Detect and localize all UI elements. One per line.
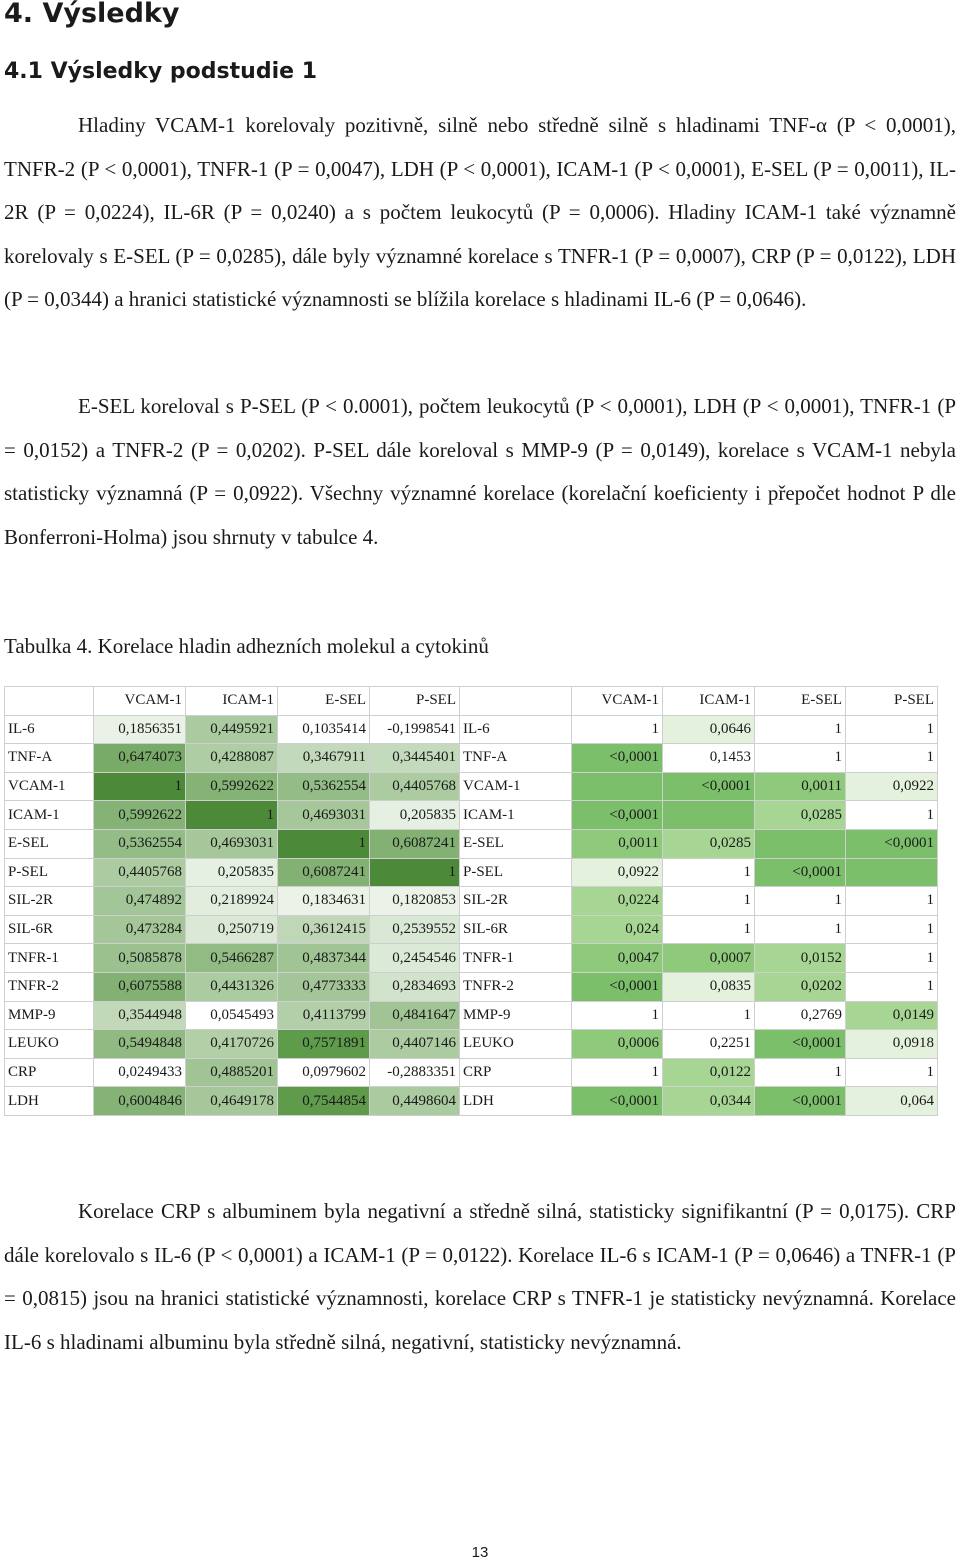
coef-cell: 0,205835 xyxy=(370,801,460,830)
p-value-cell xyxy=(572,772,663,801)
paragraph-2: E-SEL koreloval s P-SEL (P < 0.0001), počtem leukocytů (P < 0,0001), LDH (P < 0,0001), TNFR-1 (P = 0,0152) a TNFR-2 (P = 0,0202). P-SEL dále koreloval s MMP-9 (P = 0,0149), korelace s VCAM-1 nebyla statisticky významná (P = 0,0922). Všechny významné korelace (korelační koeficienty i přepočet hodnot P dle Bonferroni-Holma) jsou shrnuty v tabulce 4. xyxy=(4,394,956,549)
coef-cell: 0,5992622 xyxy=(94,801,186,830)
coef-cell: 0,1856351 xyxy=(94,715,186,744)
coef-cell: 0,4837344 xyxy=(278,944,370,973)
table-row xyxy=(5,1087,938,1116)
coef-cell: -0,2883351 xyxy=(370,1058,460,1087)
coef-cell: 0,1035414 xyxy=(278,715,370,744)
paragraph-3: Korelace CRP s albuminem byla negativní a středně silná, statisticky signifikantní (P = 0,0175). CRP dále korelovalo s IL-6 (P < 0,0001) a ICAM-1 (P = 0,0122). Korelace IL-6 s ICAM-1 (P = 0,0646) a TNFR-1 (P = 0,0815) jsou na hranici statistické významnosti, korelace CRP s TNFR-1 je statisticky nevýznamná. Korelace IL-6 s hladinami albuminu byla středně silná, negativní, statisticky nevýznamná. xyxy=(4,1199,956,1354)
coef-cell: 0,5466287 xyxy=(186,944,278,973)
coef-cell: 0,4405768 xyxy=(94,858,186,887)
p-value-cell: <0,0001 xyxy=(755,1087,846,1116)
page-number: 13 xyxy=(471,1544,489,1561)
p-value-cell: 0,0007 xyxy=(663,944,755,973)
coef-cell: -0,1998541 xyxy=(370,715,460,744)
coef-cell: 0,6075588 xyxy=(94,972,186,1001)
p-value-cell: 1 xyxy=(755,915,846,944)
p-value-cell: 0,0011 xyxy=(755,772,846,801)
p-value-cell: 1 xyxy=(663,915,755,944)
coef-cell: 0,6474073 xyxy=(94,744,186,773)
p-value-cell: <0,0001 xyxy=(846,829,938,858)
coef-cell: 0,250719 xyxy=(186,915,278,944)
row-label: P-SEL xyxy=(460,858,572,887)
column-header: VCAM-1 xyxy=(572,687,663,716)
coef-cell: 0,1820853 xyxy=(370,887,460,916)
table-row xyxy=(5,915,938,944)
coef-cell: 0,4498604 xyxy=(370,1087,460,1116)
p-value-cell: 0,2769 xyxy=(755,1001,846,1030)
p-value-cell: <0,0001 xyxy=(572,1087,663,1116)
row-label: SIL-2R xyxy=(460,887,572,916)
table-header-row xyxy=(5,687,938,716)
row-label: SIL-2R xyxy=(5,887,94,916)
row-label: LEUKO xyxy=(460,1030,572,1059)
coef-cell: 0,3612415 xyxy=(278,915,370,944)
row-label: LDH xyxy=(5,1087,94,1116)
p-value-cell: <0,0001 xyxy=(755,1030,846,1059)
p-value-cell: 0,2251 xyxy=(663,1030,755,1059)
column-header: P-SEL xyxy=(370,687,460,716)
paragraph-1: Hladiny VCAM-1 korelovaly pozitivně, silně nebo středně silně s hladinami TNF-α (P < 0,0001), TNFR-2 (P < 0,0001), TNFR-1 (P = 0,0047), LDH (P < 0,0001), ICAM-1 (P < 0,0001), E-SEL (P = 0,0011), IL-2R (P = 0,0224), IL-6R (P = 0,0240) a s počtem leukocytů (P = 0,0006). Hladiny ICAM-1 také významně korelovaly s E-SEL (P = 0,0285), dále byly významné korelace s TNFR-1 (P = 0,0007), CRP (P = 0,0122), LDH (P = 0,0344) a hranici statistické významnosti se blížila korelace s hladinami IL-6 (P = 0,0646). xyxy=(4,113,956,311)
p-value-cell: 1 xyxy=(846,944,938,973)
coef-cell: 1 xyxy=(186,801,278,830)
p-value-cell: <0,0001 xyxy=(572,801,663,830)
coef-cell: 0,5085878 xyxy=(94,944,186,973)
p-value-cell: 1 xyxy=(755,887,846,916)
row-label: LDH xyxy=(460,1087,572,1116)
coef-cell: 0,2539552 xyxy=(370,915,460,944)
coef-cell: 0,2834693 xyxy=(370,972,460,1001)
p-value-cell xyxy=(846,858,938,887)
column-header: ICAM-1 xyxy=(663,687,755,716)
p-value-cell: 0,0011 xyxy=(572,829,663,858)
p-value-cell: 0,0344 xyxy=(663,1087,755,1116)
p-value-cell: 1 xyxy=(846,1058,938,1087)
coef-cell: 0,3467911 xyxy=(278,744,370,773)
corner-cell xyxy=(460,687,572,716)
coef-cell: 0,7571891 xyxy=(278,1030,370,1059)
row-label: ICAM-1 xyxy=(5,801,94,830)
p-value-cell: 1 xyxy=(572,1058,663,1087)
p-value-cell: 0,0285 xyxy=(755,801,846,830)
p-value-cell: 0,024 xyxy=(572,915,663,944)
coef-cell: 0,0249433 xyxy=(94,1058,186,1087)
p-value-cell: 1 xyxy=(572,715,663,744)
coef-cell: 0,4885201 xyxy=(186,1058,278,1087)
coef-cell: 0,4495921 xyxy=(186,715,278,744)
p-value-cell: 0,0918 xyxy=(846,1030,938,1059)
coef-cell: 1 xyxy=(370,858,460,887)
coef-cell: 0,0979602 xyxy=(278,1058,370,1087)
table-row xyxy=(5,772,938,801)
row-label: TNFR-2 xyxy=(5,972,94,1001)
table-row xyxy=(5,1001,938,1030)
table-row xyxy=(5,1030,938,1059)
column-header: ICAM-1 xyxy=(186,687,278,716)
table-row xyxy=(5,829,938,858)
coef-cell: 0,4693031 xyxy=(186,829,278,858)
p-value-cell: 0,0224 xyxy=(572,887,663,916)
table-caption: Tabulka 4. Korelace hladin adhezních molekul a cytokinů xyxy=(4,634,489,658)
p-value-cell: 1 xyxy=(846,887,938,916)
coef-cell: 0,5992622 xyxy=(186,772,278,801)
coef-cell: 1 xyxy=(94,772,186,801)
coef-cell: 0,3544948 xyxy=(94,1001,186,1030)
coef-cell: 1 xyxy=(278,829,370,858)
table-row xyxy=(5,801,938,830)
row-label: CRP xyxy=(460,1058,572,1087)
row-label: TNFR-1 xyxy=(5,944,94,973)
p-value-cell xyxy=(663,801,755,830)
p-value-cell: <0,0001 xyxy=(572,744,663,773)
coef-cell: 0,4693031 xyxy=(278,801,370,830)
section-heading: 4. Výsledky xyxy=(4,0,180,29)
corner-cell xyxy=(5,687,94,716)
row-label: IL-6 xyxy=(5,715,94,744)
coef-cell: 0,7544854 xyxy=(278,1087,370,1116)
p-value-cell: 1 xyxy=(663,858,755,887)
coef-cell: 0,4288087 xyxy=(186,744,278,773)
row-label: SIL-6R xyxy=(5,915,94,944)
coef-cell: 0,4113799 xyxy=(278,1001,370,1030)
p-value-cell: 0,0835 xyxy=(663,972,755,1001)
coef-cell: 0,3445401 xyxy=(370,744,460,773)
p-value-cell: 0,0202 xyxy=(755,972,846,1001)
p-value-cell: 0,0006 xyxy=(572,1030,663,1059)
p-value-cell: 1 xyxy=(846,744,938,773)
coef-cell: 0,5494848 xyxy=(94,1030,186,1059)
coef-cell: 0,1834631 xyxy=(278,887,370,916)
coef-cell: 0,6087241 xyxy=(278,858,370,887)
row-label: VCAM-1 xyxy=(460,772,572,801)
coef-cell: 0,4841647 xyxy=(370,1001,460,1030)
coef-cell: 0,474892 xyxy=(94,887,186,916)
coef-cell: 0,6087241 xyxy=(370,829,460,858)
p-value-cell: 0,0149 xyxy=(846,1001,938,1030)
column-header: E-SEL xyxy=(278,687,370,716)
coef-cell: 0,205835 xyxy=(186,858,278,887)
coef-cell: 0,5362554 xyxy=(278,772,370,801)
coef-cell: 0,6004846 xyxy=(94,1087,186,1116)
p-value-cell: 1 xyxy=(755,744,846,773)
p-value-cell: 0,0646 xyxy=(663,715,755,744)
p-value-cell: 1 xyxy=(846,972,938,1001)
row-label: VCAM-1 xyxy=(5,772,94,801)
p-value-cell xyxy=(755,829,846,858)
p-value-cell: <0,0001 xyxy=(663,772,755,801)
table-row xyxy=(5,887,938,916)
p-value-cell: 0,064 xyxy=(846,1087,938,1116)
coef-cell: 0,5362554 xyxy=(94,829,186,858)
coef-cell: 0,473284 xyxy=(94,915,186,944)
p-value-cell: 1 xyxy=(755,715,846,744)
p-value-cell: 0,0922 xyxy=(572,858,663,887)
p-value-cell: 1 xyxy=(846,915,938,944)
row-label: MMP-9 xyxy=(460,1001,572,1030)
row-label: P-SEL xyxy=(5,858,94,887)
table-row xyxy=(5,744,938,773)
p-value-cell: 0,0152 xyxy=(755,944,846,973)
p-value-cell: 0,0047 xyxy=(572,944,663,973)
coef-cell: 0,2189924 xyxy=(186,887,278,916)
p-value-cell: <0,0001 xyxy=(755,858,846,887)
correlation-table xyxy=(4,686,938,1116)
row-label: E-SEL xyxy=(5,829,94,858)
row-label: CRP xyxy=(5,1058,94,1087)
p-value-cell: 1 xyxy=(846,715,938,744)
row-label: LEUKO xyxy=(5,1030,94,1059)
row-label: ICAM-1 xyxy=(460,801,572,830)
p-value-cell: 0,0122 xyxy=(663,1058,755,1087)
p-value-cell: <0,0001 xyxy=(572,972,663,1001)
subsection-heading: 4.1 Výsledky podstudie 1 xyxy=(4,59,317,84)
row-label: TNF-A xyxy=(460,744,572,773)
column-header: E-SEL xyxy=(755,687,846,716)
p-value-cell: 1 xyxy=(663,887,755,916)
p-value-cell: 0,0285 xyxy=(663,829,755,858)
row-label: TNF-A xyxy=(5,744,94,773)
row-label: SIL-6R xyxy=(460,915,572,944)
column-header: P-SEL xyxy=(846,687,938,716)
table-row xyxy=(5,858,938,887)
table-row xyxy=(5,972,938,1001)
row-label: MMP-9 xyxy=(5,1001,94,1030)
coef-cell: 0,4773333 xyxy=(278,972,370,1001)
coef-cell: 0,2454546 xyxy=(370,944,460,973)
table-row xyxy=(5,715,938,744)
coef-cell: 0,4431326 xyxy=(186,972,278,1001)
row-label: TNFR-2 xyxy=(460,972,572,1001)
coef-cell: 0,4170726 xyxy=(186,1030,278,1059)
coef-cell: 0,4649178 xyxy=(186,1087,278,1116)
column-header: VCAM-1 xyxy=(94,687,186,716)
coef-cell: 0,0545493 xyxy=(186,1001,278,1030)
p-value-cell: 1 xyxy=(846,801,938,830)
p-value-cell: 0,1453 xyxy=(663,744,755,773)
coef-cell: 0,4405768 xyxy=(370,772,460,801)
coef-cell: 0,4407146 xyxy=(370,1030,460,1059)
row-label: IL-6 xyxy=(460,715,572,744)
table-row xyxy=(5,944,938,973)
table-row xyxy=(5,1058,938,1087)
p-value-cell: 1 xyxy=(755,1058,846,1087)
row-label: TNFR-1 xyxy=(460,944,572,973)
p-value-cell: 1 xyxy=(572,1001,663,1030)
p-value-cell: 0,0922 xyxy=(846,772,938,801)
row-label: E-SEL xyxy=(460,829,572,858)
p-value-cell: 1 xyxy=(663,1001,755,1030)
